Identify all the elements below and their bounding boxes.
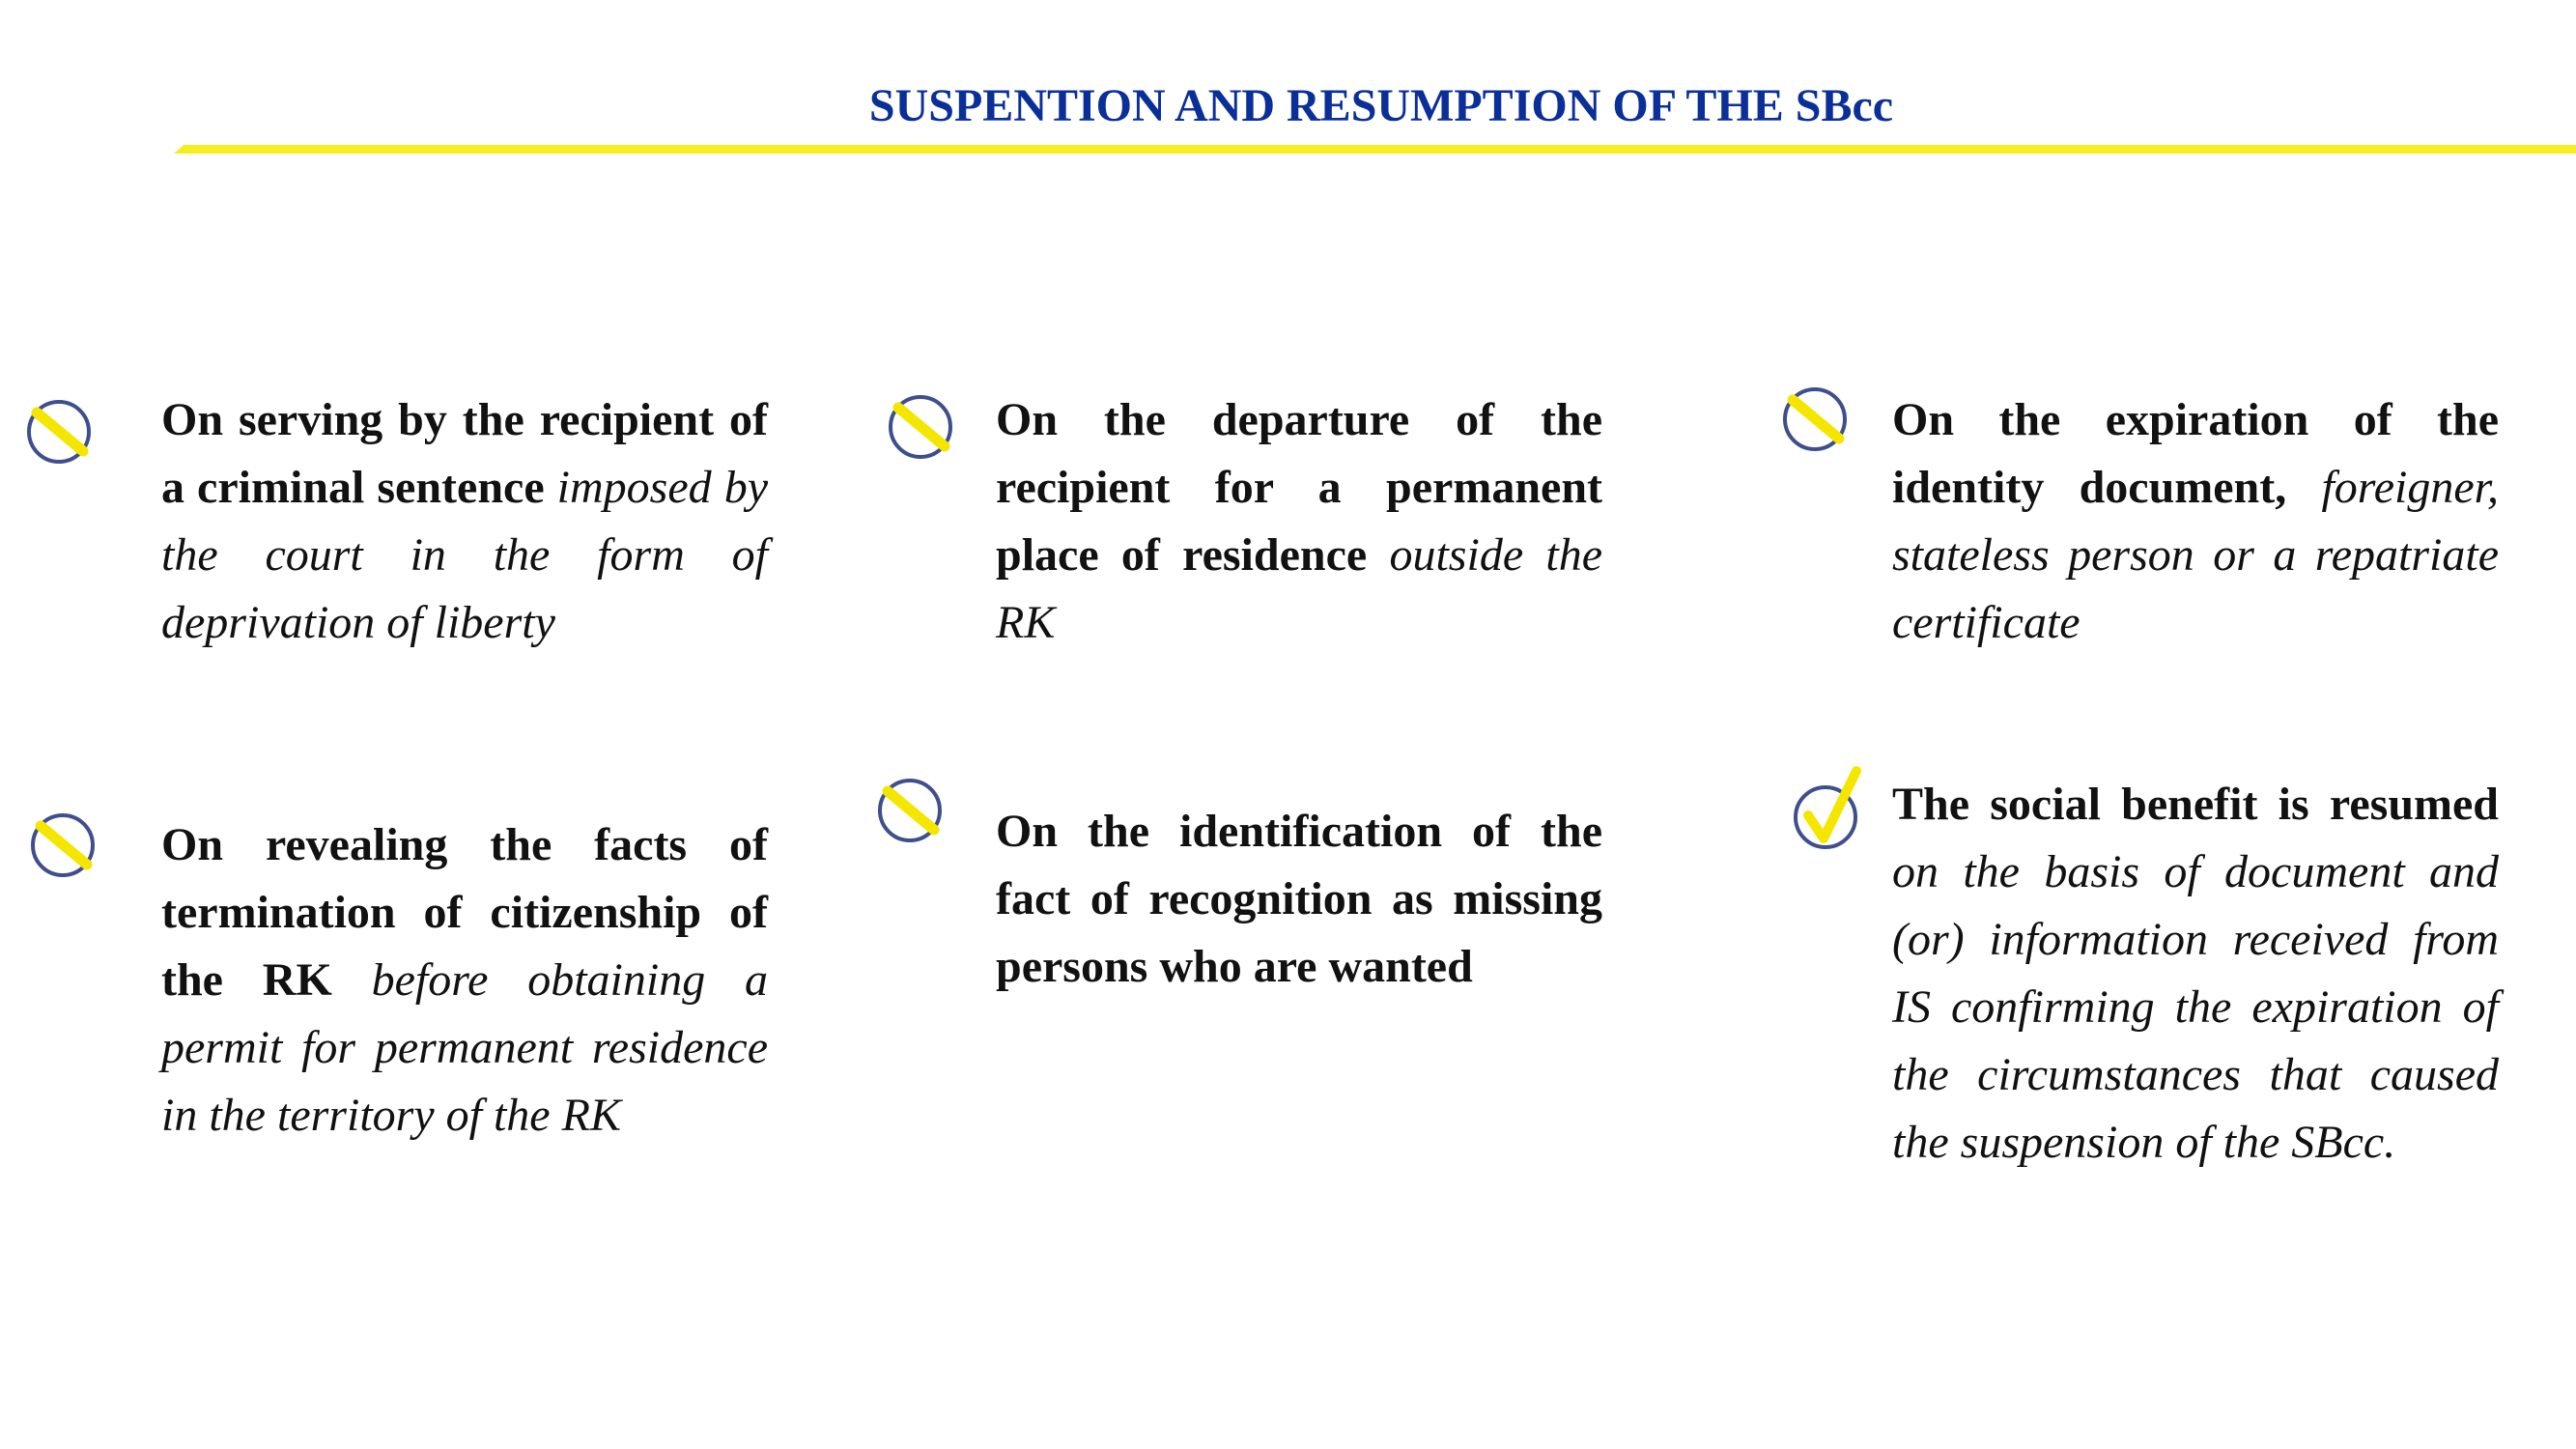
suspension-reason-citizenship-termination [161, 811, 768, 1150]
item-italic-text: foreigner, stateless person or a repatriate certificate [1892, 462, 2500, 648]
prohibited-icon [885, 391, 956, 463]
item-italic-text: outside the RK [996, 529, 1603, 648]
slide-title: SUSPENTION AND RESUMPTION OF THE SBcc [868, 80, 1894, 131]
item-italic-text: on the basis of document and (or) information received from IS confirming the expiration of the circumstances that caused the suspension of the SBcc. [1892, 846, 2499, 1168]
item-bold-text: The social benefit is resumed [1892, 779, 2499, 830]
prohibited-icon [23, 396, 95, 468]
item-bold-text: On the expiration of the identity document, [1892, 394, 2499, 513]
suspension-reason-document-expiration [1892, 386, 2499, 657]
prohibited-icon [27, 810, 99, 881]
title-underline [184, 145, 2576, 154]
prohibited-icon [1779, 384, 1851, 455]
suspension-reason-departure [996, 386, 1602, 657]
item-bold-text: On serving by the recipient of a criminal sentence [161, 394, 768, 513]
prohibited-icon [874, 775, 946, 846]
resumption-condition [1892, 771, 2499, 1177]
suspension-reason-missing-persons [996, 798, 1602, 1001]
item-italic-text: imposed by the court in the form of deprivation of liberty [161, 462, 768, 648]
checkmark-icon [1789, 763, 1872, 856]
item-italic-text: before obtaining a permit for permanent residence in the territory of the RK [161, 954, 769, 1141]
suspension-reason-criminal-sentence [161, 386, 768, 657]
item-bold-text: On revealing the facts of termination of citizenship of the RK [161, 819, 768, 1006]
item-bold-text: On the identification of the fact of recognition as missing persons who are wanted [996, 806, 1602, 992]
item-bold-text: On the departure of the recipient for a permanent place of residence [996, 394, 1602, 581]
